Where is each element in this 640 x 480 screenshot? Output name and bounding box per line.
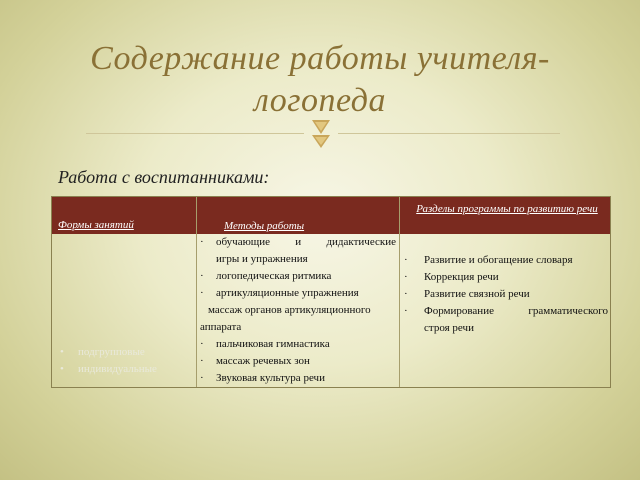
methods-item: [200, 370, 396, 387]
column-divider-2: [399, 197, 400, 387]
bullet-icon: ·: [404, 288, 408, 300]
methods-item-label: массаж речевых зон: [216, 355, 310, 367]
sections-list: [404, 252, 608, 337]
methods-item-label: массаж органов артикуляционного: [208, 304, 371, 316]
methods-item-cont: [200, 251, 396, 268]
page-title-line-1: Содержание работы учителя-: [90, 40, 550, 77]
header-methods: Методы работы: [224, 220, 305, 232]
sections-item-label: Формирование грамматического: [424, 305, 608, 317]
bullet-icon: ·: [404, 305, 408, 317]
bullet-icon: •: [60, 346, 64, 358]
bullet-icon: ·: [200, 270, 204, 282]
sections-item-label: Коррекция речи: [424, 271, 499, 283]
work-table: [51, 196, 611, 388]
methods-item-label: пальчиковая гимнастика: [216, 338, 330, 350]
methods-list: [200, 234, 396, 387]
methods-item-label: артикуляционные упражнения: [216, 287, 359, 299]
bullet-icon: ·: [404, 254, 408, 266]
bullet-icon: ·: [200, 355, 204, 367]
methods-item: [200, 336, 396, 353]
forms-item: [60, 361, 192, 378]
bullet-icon: ·: [200, 287, 204, 299]
forms-item-label: подгрупповые: [78, 346, 145, 358]
sections-item-label: Развитие и обогащение словаря: [424, 254, 573, 266]
page-title-line-2: логопеда: [254, 82, 386, 119]
ornament-icon: [309, 117, 333, 151]
methods-item-label: Звуковая культура речи: [216, 372, 325, 384]
methods-item-label: аппарата: [200, 321, 242, 333]
header-sections: Разделы программы по развитию речи: [416, 203, 598, 215]
bullet-icon: ·: [200, 236, 204, 248]
forms-item: [60, 344, 192, 361]
methods-item-label: игры и упражнения: [216, 253, 308, 265]
sections-item: [404, 269, 608, 286]
sections-item: [404, 303, 608, 320]
methods-item-cont: [200, 319, 396, 336]
sections-item: [404, 252, 608, 269]
title-divider-right: [338, 133, 560, 134]
bullet-icon: ·: [200, 338, 204, 350]
bullet-icon: •: [60, 363, 64, 375]
title-divider-left: [86, 133, 304, 134]
sections-item-cont: [404, 320, 608, 337]
forms-item-label: индивидуальные: [78, 363, 157, 375]
sections-item-label: строя речи: [424, 322, 474, 334]
bullet-icon: ·: [404, 271, 408, 283]
page-title: [0, 38, 640, 122]
column-divider-1: [196, 197, 197, 387]
bullet-icon: ·: [200, 372, 204, 384]
sections-item: [404, 286, 608, 303]
methods-item-label: обучающие и дидактические: [216, 236, 396, 248]
section-subtitle: Работа с воспитанниками:: [58, 167, 270, 187]
methods-item: [200, 285, 396, 302]
methods-item-label: логопедическая ритмика: [216, 270, 332, 282]
methods-item-cont: [200, 302, 396, 319]
forms-list: [60, 344, 192, 378]
methods-item: [200, 234, 396, 251]
header-forms: Формы занятий: [58, 219, 134, 231]
methods-item: [200, 268, 396, 285]
sections-item-label: Развитие связной речи: [424, 288, 530, 300]
methods-item: [200, 353, 396, 370]
